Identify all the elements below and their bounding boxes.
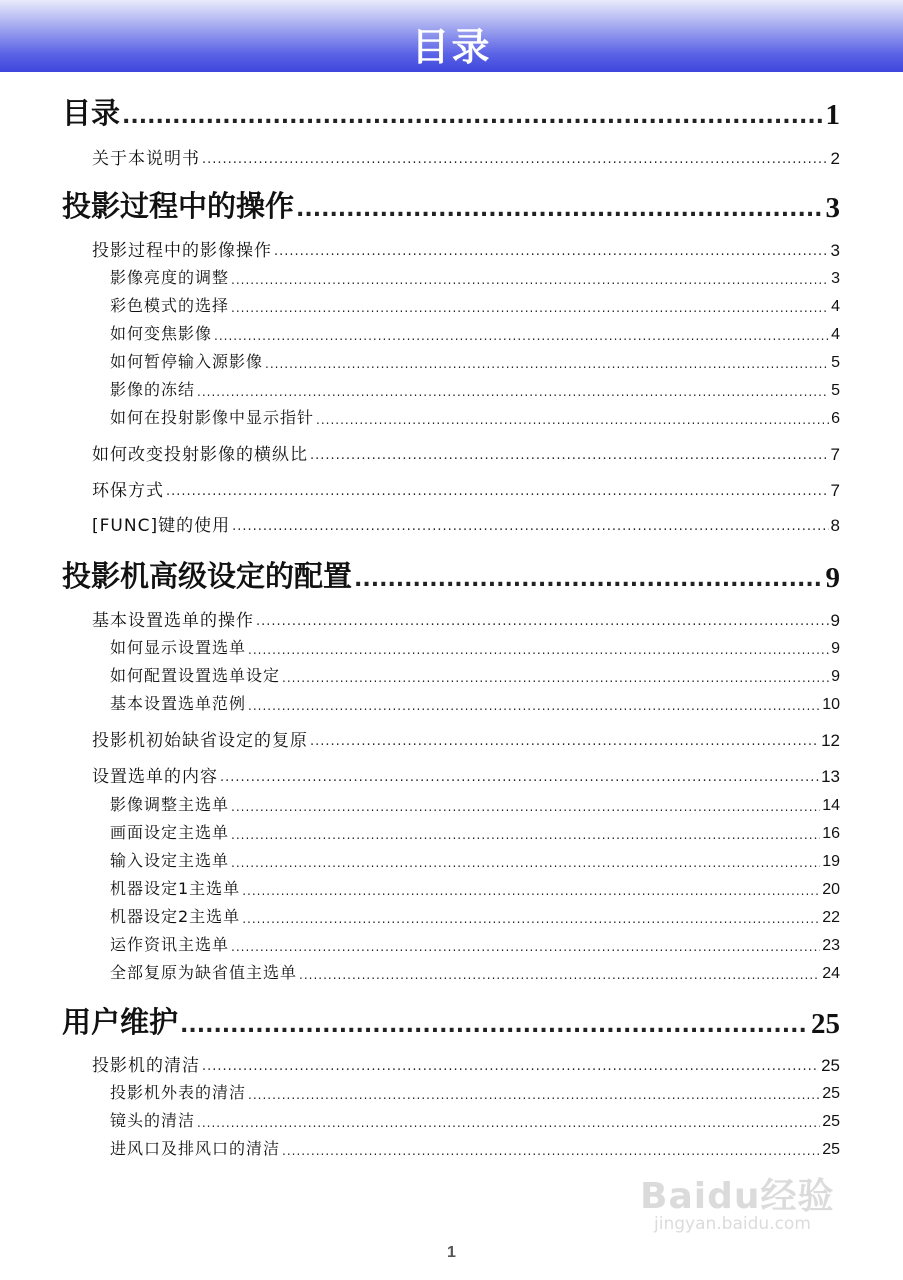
toc-section-heading[interactable]	[62, 94, 840, 132]
toc-page-number: 20	[822, 881, 840, 898]
dot-leader	[316, 412, 829, 428]
toc-item[interactable]	[110, 350, 840, 372]
toc-item[interactable]	[110, 664, 840, 686]
dot-leader	[296, 195, 823, 225]
toc-section-heading[interactable]	[62, 557, 840, 595]
toc-item[interactable]	[110, 933, 840, 955]
toc-page-number: 9	[831, 668, 840, 685]
toc-subsection[interactable]	[92, 237, 840, 261]
toc-section-heading[interactable]	[62, 187, 840, 225]
toc-item[interactable]	[110, 793, 840, 815]
toc-item-title: 机器设定2主选单	[110, 907, 241, 926]
page-title: 目录	[411, 25, 492, 69]
toc-item-title: 镜头的清洁	[110, 1111, 196, 1130]
toc-page-number: 4	[831, 298, 840, 315]
toc-item[interactable]	[110, 1137, 840, 1159]
toc-item[interactable]	[110, 322, 840, 344]
toc-item[interactable]	[110, 636, 840, 658]
toc-page-number: 16	[822, 825, 840, 842]
toc-item[interactable]	[110, 692, 840, 714]
dot-leader	[231, 939, 820, 955]
toc-page-number: 25	[822, 1085, 840, 1102]
toc-item-title: 如何显示设置选单	[110, 638, 247, 657]
dot-leader	[122, 102, 823, 132]
dot-leader	[232, 518, 828, 536]
toc-section-title: 目录	[62, 96, 121, 130]
toc-item-title: 运作资讯主选单	[110, 935, 230, 954]
toc-item[interactable]	[110, 821, 840, 843]
toc-subsection-title: 环保方式	[92, 481, 164, 501]
dot-leader	[274, 243, 829, 261]
dot-leader	[166, 483, 829, 501]
toc-item-title: 如何在投射影像中显示指针	[110, 408, 315, 427]
dot-leader	[231, 827, 820, 843]
toc-item[interactable]	[110, 1081, 840, 1103]
toc-item[interactable]	[110, 406, 840, 428]
toc-item-title: 输入设定主选单	[110, 851, 230, 870]
dot-leader	[242, 911, 820, 927]
toc-page-number: 9	[831, 640, 840, 657]
toc-item-title: 进风口及排风口的清洁	[110, 1139, 281, 1158]
toc-page-number: 9	[830, 611, 840, 630]
dot-leader	[202, 151, 829, 169]
toc-page-number: 5	[831, 382, 840, 399]
dot-leader	[354, 565, 823, 595]
dot-leader	[202, 1058, 819, 1076]
dot-leader	[248, 1087, 820, 1103]
toc-page-number: 1	[825, 99, 840, 131]
toc-section-heading[interactable]	[62, 1003, 840, 1041]
toc-item-title: 影像的冻结	[110, 380, 196, 399]
toc-page-number: 5	[831, 354, 840, 371]
toc-section-title: 用户维护	[62, 1005, 179, 1039]
toc-subsection-title: 投影过程中的影像操作	[92, 241, 272, 261]
watermark-url: jingyan.baidu.com	[654, 1214, 811, 1234]
toc-item-title: 如何变焦影像	[110, 324, 213, 343]
toc-item-title: 机器设定1主选单	[110, 879, 241, 898]
toc-page-number: 9	[825, 562, 840, 594]
toc-section-title: 投影机高级设定的配置	[62, 559, 353, 593]
watermark-logo: Baidu经验	[640, 1176, 835, 1217]
toc-item[interactable]	[110, 1109, 840, 1131]
toc-item[interactable]	[110, 294, 840, 316]
dot-leader	[231, 855, 820, 871]
toc-page-number: 7	[830, 481, 840, 500]
dot-leader	[214, 328, 829, 344]
toc-subsection[interactable]	[92, 512, 840, 536]
toc-subsection[interactable]	[92, 477, 840, 501]
toc-subsection[interactable]	[92, 145, 840, 169]
dot-leader	[299, 967, 820, 983]
toc-item-title: 全部复原为缺省值主选单	[110, 963, 298, 982]
toc-subsection-title: 基本设置选单的操作	[92, 611, 254, 631]
toc-item-title: 彩色模式的选择	[110, 296, 230, 315]
toc-page-number: 23	[822, 937, 840, 954]
toc-item-title: 影像亮度的调整	[110, 268, 230, 287]
dot-leader	[220, 769, 819, 787]
toc-page-number: 19	[822, 853, 840, 870]
toc-item-title: 影像调整主选单	[110, 795, 230, 814]
toc-subsection[interactable]	[92, 607, 840, 631]
toc-subsection-title: 设置选单的内容	[92, 767, 218, 787]
toc-subsection[interactable]	[92, 441, 840, 465]
toc-item[interactable]	[110, 961, 840, 983]
toc-subsection-title: 如何改变投射影像的横纵比	[92, 445, 308, 465]
toc-subsection-title: 投影机初始缺省设定的复原	[92, 731, 308, 751]
toc-page-number: 13	[821, 767, 840, 786]
toc-page-number: 25	[821, 1056, 840, 1075]
toc-item-title: 基本设置选单范例	[110, 694, 247, 713]
toc-page-number: 14	[822, 797, 840, 814]
toc-item-title: 画面设定主选单	[110, 823, 230, 842]
toc-page-number: 25	[811, 1008, 840, 1040]
toc-item-title: 投影机外表的清洁	[110, 1083, 247, 1102]
toc-subsection-title: 关于本说明书	[92, 149, 200, 169]
toc-subsection-title: 投影机的清洁	[92, 1056, 200, 1076]
dot-leader	[282, 1143, 820, 1159]
toc-page-number: 6	[831, 410, 840, 427]
toc-item-title: 如何配置设置选单设定	[110, 666, 281, 685]
dot-leader	[231, 300, 829, 316]
toc-item[interactable]	[110, 905, 840, 927]
toc-page-number: 25	[822, 1141, 840, 1158]
toc-subsection[interactable]	[92, 763, 840, 787]
toc-subsection[interactable]	[92, 727, 840, 751]
dot-leader	[282, 670, 829, 686]
dot-leader	[310, 447, 829, 465]
dot-leader	[231, 272, 829, 288]
dot-leader	[180, 1011, 809, 1041]
baidu-watermark	[640, 1168, 850, 1248]
dot-leader	[197, 1115, 820, 1131]
header-banner	[0, 0, 903, 72]
dot-leader	[310, 733, 819, 751]
dot-leader	[242, 883, 820, 899]
toc-subsection[interactable]	[92, 1052, 840, 1076]
toc-page-number: 25	[822, 1113, 840, 1130]
toc-subsection-title: [FUNC]键的使用	[92, 516, 231, 536]
toc-page-number: 4	[831, 326, 840, 343]
dot-leader	[197, 384, 829, 400]
toc-page-number: 3	[831, 270, 840, 287]
toc-page-number: 24	[822, 965, 840, 982]
toc-page-number: 7	[830, 445, 840, 464]
toc-page-number: 3	[825, 192, 840, 224]
toc-item[interactable]	[110, 378, 840, 400]
toc-page-number: 3	[830, 241, 840, 260]
toc-page-number: 8	[830, 516, 840, 535]
toc-item[interactable]	[110, 849, 840, 871]
toc-page-number: 10	[822, 696, 840, 713]
toc-item-title: 如何暂停输入源影像	[110, 352, 264, 371]
toc-page-number: 22	[822, 909, 840, 926]
dot-leader	[265, 356, 829, 372]
footer-page-number: 1	[447, 1244, 456, 1261]
toc-section-title: 投影过程中的操作	[62, 189, 295, 223]
dot-leader	[248, 642, 829, 658]
dot-leader	[248, 698, 820, 714]
dot-leader	[256, 613, 829, 631]
dot-leader	[231, 799, 820, 815]
toc-item[interactable]	[110, 266, 840, 288]
toc-page-number: 2	[830, 149, 840, 168]
toc-item[interactable]	[110, 877, 840, 899]
toc-page-number: 12	[821, 731, 840, 750]
